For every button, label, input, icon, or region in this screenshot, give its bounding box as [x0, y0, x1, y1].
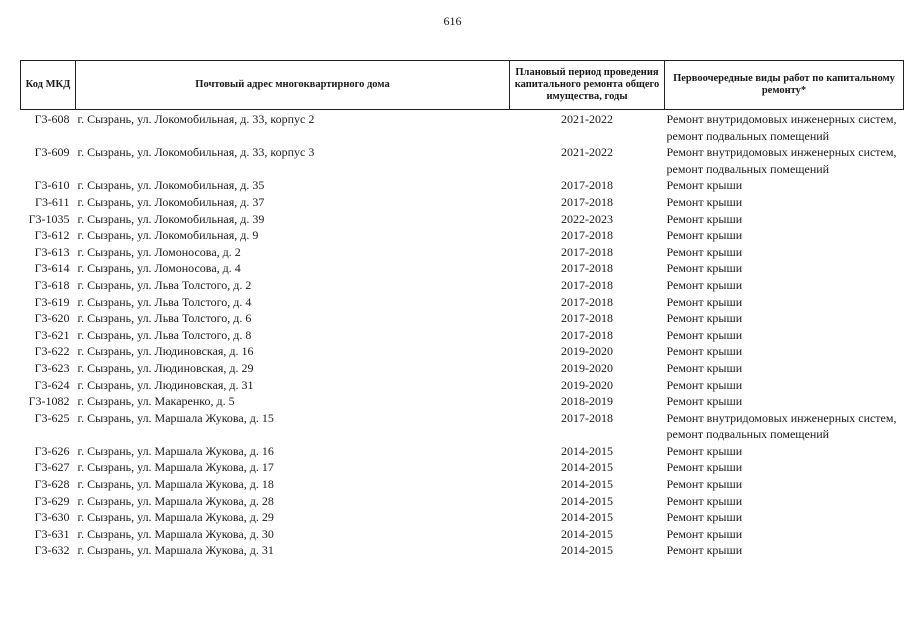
- cell-address: г. Сызрань, ул. Маршала Жукова, д. 15: [77, 410, 274, 425]
- table-row: [21, 260, 904, 277]
- cell-code: Г3-627: [34, 460, 70, 475]
- cell-works: [665, 227, 904, 244]
- cell-period: 2017-2018: [561, 327, 613, 342]
- cell-code: Г3-628: [34, 477, 70, 492]
- works-line: Ремонт крыши: [666, 443, 743, 458]
- cell-code: Г3-619: [34, 294, 70, 309]
- cell-works: [665, 310, 904, 327]
- table-body: [21, 110, 904, 560]
- cell-address: г. Сызрань, ул. Льва Толстого, д. 4: [77, 294, 252, 309]
- cell-works: [665, 542, 904, 559]
- cell-period: 2014-2015: [561, 477, 613, 492]
- works-line: Ремонт крыши: [666, 327, 743, 342]
- cell-address: г. Сызрань, ул. Маршала Жукова, д. 30: [77, 526, 274, 541]
- cell-works: [665, 211, 904, 228]
- cell-period: 2019-2020: [561, 344, 613, 359]
- table-row: [21, 110, 904, 145]
- cell-period: 2017-2018: [561, 277, 613, 292]
- cell-code: Г3-632: [34, 543, 70, 558]
- table-row: [21, 177, 904, 194]
- cell-code: Г3-621: [34, 327, 70, 342]
- cell-period: 2014-2015: [561, 526, 613, 541]
- cell-address: г. Сызрань, ул. Локомобильная, д. 33, корпус 2: [77, 112, 315, 126]
- table-row: [21, 277, 904, 294]
- cell-works: [665, 194, 904, 211]
- table-row: [21, 211, 904, 228]
- cell-works: [665, 277, 904, 294]
- cell-address: г. Сызрань, ул. Локомобильная, д. 35: [77, 178, 265, 193]
- cell-works: [665, 459, 904, 476]
- works-line: Ремонт крыши: [666, 510, 743, 525]
- works-line: Ремонт крыши: [666, 377, 743, 392]
- works-line: Ремонт крыши: [666, 261, 743, 276]
- cell-address: г. Сызрань, ул. Маршала Жукова, д. 31: [77, 543, 274, 558]
- cell-period: 2014-2015: [561, 510, 613, 525]
- works-line: Ремонт крыши: [666, 294, 743, 309]
- cell-code: Г3-1082: [28, 394, 70, 409]
- table-row: [21, 360, 904, 377]
- cell-code: Г3-608: [34, 112, 70, 126]
- cell-period: 2017-2018: [561, 261, 613, 276]
- cell-address: г. Сызрань, ул. Льва Толстого, д. 8: [77, 327, 252, 342]
- cell-works: [665, 110, 904, 145]
- cell-code: Г3-611: [35, 194, 70, 209]
- cell-period: 2021-2022: [561, 145, 613, 160]
- cell-works: [665, 294, 904, 311]
- cell-code: Г3-622: [34, 344, 70, 359]
- table-row: [21, 493, 904, 510]
- table-row: [21, 377, 904, 394]
- cell-period: 2021-2022: [561, 112, 613, 126]
- works-line: Ремонт крыши: [666, 228, 743, 243]
- cell-address: г. Сызрань, ул. Ломоносова, д. 2: [77, 244, 241, 259]
- cell-address: г. Сызрань, ул. Людиновская, д. 16: [77, 344, 254, 359]
- cell-works: [665, 443, 904, 460]
- works-line: Ремонт крыши: [666, 394, 743, 409]
- cell-works: [665, 343, 904, 360]
- table-row: [21, 343, 904, 360]
- cell-code: Г3-625: [34, 410, 70, 425]
- table-row: [21, 443, 904, 460]
- cell-period: 2017-2018: [561, 294, 613, 309]
- cell-works: [665, 177, 904, 194]
- cell-code: Г3-631: [34, 526, 70, 541]
- works-line: Ремонт крыши: [666, 360, 743, 375]
- table-row: [21, 244, 904, 261]
- cell-works: [665, 493, 904, 510]
- cell-works: [665, 360, 904, 377]
- table-row: [21, 459, 904, 476]
- cell-period: 2017-2018: [561, 178, 613, 193]
- cell-works: [665, 244, 904, 261]
- cell-period: 2014-2015: [561, 543, 613, 558]
- table-row: [21, 476, 904, 493]
- works-line: Ремонт внутридомовых инженерных систем,: [666, 410, 897, 425]
- cell-code: Г3-609: [34, 145, 70, 160]
- cell-period: 2019-2020: [561, 377, 613, 392]
- cell-works: [665, 410, 904, 443]
- cell-period: 2017-2018: [561, 311, 613, 326]
- cell-works: [665, 526, 904, 543]
- cell-period: 2022-2023: [561, 211, 613, 226]
- cell-works: [665, 377, 904, 394]
- header-address: Почтовый адрес многоквартирного дома: [76, 61, 510, 110]
- cell-works: [665, 476, 904, 493]
- cell-address: г. Сызрань, ул. Локомобильная, д. 37: [77, 194, 265, 209]
- table-row: [21, 144, 904, 177]
- cell-code: Г3-612: [34, 228, 70, 243]
- works-line: ремонт подвальных помещений: [666, 427, 830, 442]
- works-line: Ремонт внутридомовых инженерных систем,: [666, 145, 897, 160]
- cell-period: 2014-2015: [561, 460, 613, 475]
- table-row: [21, 393, 904, 410]
- works-line: Ремонт крыши: [666, 526, 743, 541]
- cell-period: 2014-2015: [561, 443, 613, 458]
- cell-address: г. Сызрань, ул. Маршала Жукова, д. 17: [77, 460, 274, 475]
- cell-code: Г3-618: [34, 277, 70, 292]
- cell-address: г. Сызрань, ул. Маршала Жукова, д. 28: [77, 493, 274, 508]
- cell-code: Г3-623: [34, 360, 70, 375]
- cell-period: 2017-2018: [561, 194, 613, 209]
- table-row: [21, 542, 904, 559]
- header-works: Первоочередные виды работ по капитальному ремонту*: [665, 61, 904, 110]
- header-code: Код МКД: [21, 61, 76, 110]
- table-row: [21, 526, 904, 543]
- cell-address: г. Сызрань, ул. Людиновская, д. 31: [77, 377, 254, 392]
- table-row: [21, 194, 904, 211]
- works-line: ремонт подвальных помещений: [666, 161, 830, 176]
- cell-code: Г3-620: [34, 311, 70, 326]
- cell-address: г. Сызрань, ул. Маршала Жукова, д. 29: [77, 510, 274, 525]
- cell-period: 2017-2018: [561, 228, 613, 243]
- cell-works: [665, 327, 904, 344]
- works-line: Ремонт внутридомовых инженерных систем,: [666, 112, 897, 126]
- cell-code: Г3-613: [34, 244, 70, 259]
- cell-period: 2014-2015: [561, 493, 613, 508]
- works-line: Ремонт крыши: [666, 477, 743, 492]
- works-line: Ремонт крыши: [666, 194, 743, 209]
- cell-address: г. Сызрань, ул. Маршала Жукова, д. 18: [77, 477, 274, 492]
- cell-code: Г3-626: [34, 443, 70, 458]
- works-line: Ремонт крыши: [666, 277, 743, 292]
- works-line: Ремонт крыши: [666, 460, 743, 475]
- works-line: Ремонт крыши: [666, 543, 743, 558]
- cell-address: г. Сызрань, ул. Людиновская, д. 29: [77, 360, 254, 375]
- cell-code: Г3-630: [34, 510, 70, 525]
- cell-code: Г3-1035: [28, 211, 70, 226]
- cell-period: 2018-2019: [561, 394, 613, 409]
- cell-code: Г3-624: [34, 377, 70, 392]
- table-header: [21, 61, 904, 110]
- cell-address: г. Сызрань, ул. Льва Толстого, д. 6: [77, 311, 252, 326]
- works-line: Ремонт крыши: [666, 493, 743, 508]
- table-row: [21, 327, 904, 344]
- table-row: [21, 310, 904, 327]
- cell-address: г. Сызрань, ул. Локомобильная, д. 33, корпус 3: [77, 145, 315, 160]
- cell-period: 2017-2018: [561, 244, 613, 259]
- cell-works: [665, 393, 904, 410]
- cell-address: г. Сызрань, ул. Макаренко, д. 5: [77, 394, 235, 409]
- cell-address: г. Сызрань, ул. Локомобильная, д. 39: [77, 211, 265, 226]
- cell-code: Г3-629: [34, 493, 70, 508]
- cell-address: г. Сызрань, ул. Локомобильная, д. 9: [77, 228, 259, 243]
- page-number: 616: [443, 14, 462, 28]
- cell-works: [665, 509, 904, 526]
- table-row: [21, 410, 904, 443]
- cell-address: г. Сызрань, ул. Маршала Жукова, д. 16: [77, 443, 274, 458]
- works-line: ремонт подвальных помещений: [666, 128, 830, 143]
- table-row: [21, 509, 904, 526]
- works-line: Ремонт крыши: [666, 211, 743, 226]
- table-row: [21, 294, 904, 311]
- cell-address: г. Сызрань, ул. Льва Толстого, д. 2: [77, 277, 252, 292]
- cell-works: [665, 144, 904, 177]
- header-row: [21, 61, 904, 110]
- capital-repair-table: [20, 60, 904, 559]
- cell-address: г. Сызрань, ул. Ломоносова, д. 4: [77, 261, 241, 276]
- works-line: Ремонт крыши: [666, 178, 743, 193]
- works-line: Ремонт крыши: [666, 344, 743, 359]
- cell-period: 2019-2020: [561, 360, 613, 375]
- cell-code: Г3-610: [34, 178, 70, 193]
- table-row: [21, 227, 904, 244]
- cell-period: 2017-2018: [561, 410, 613, 425]
- works-line: Ремонт крыши: [666, 311, 743, 326]
- header-period: Плановый период проведения капитального ремонта общего имущества, годы: [510, 61, 665, 110]
- works-line: Ремонт крыши: [666, 244, 743, 259]
- cell-code: Г3-614: [34, 261, 70, 276]
- cell-works: [665, 260, 904, 277]
